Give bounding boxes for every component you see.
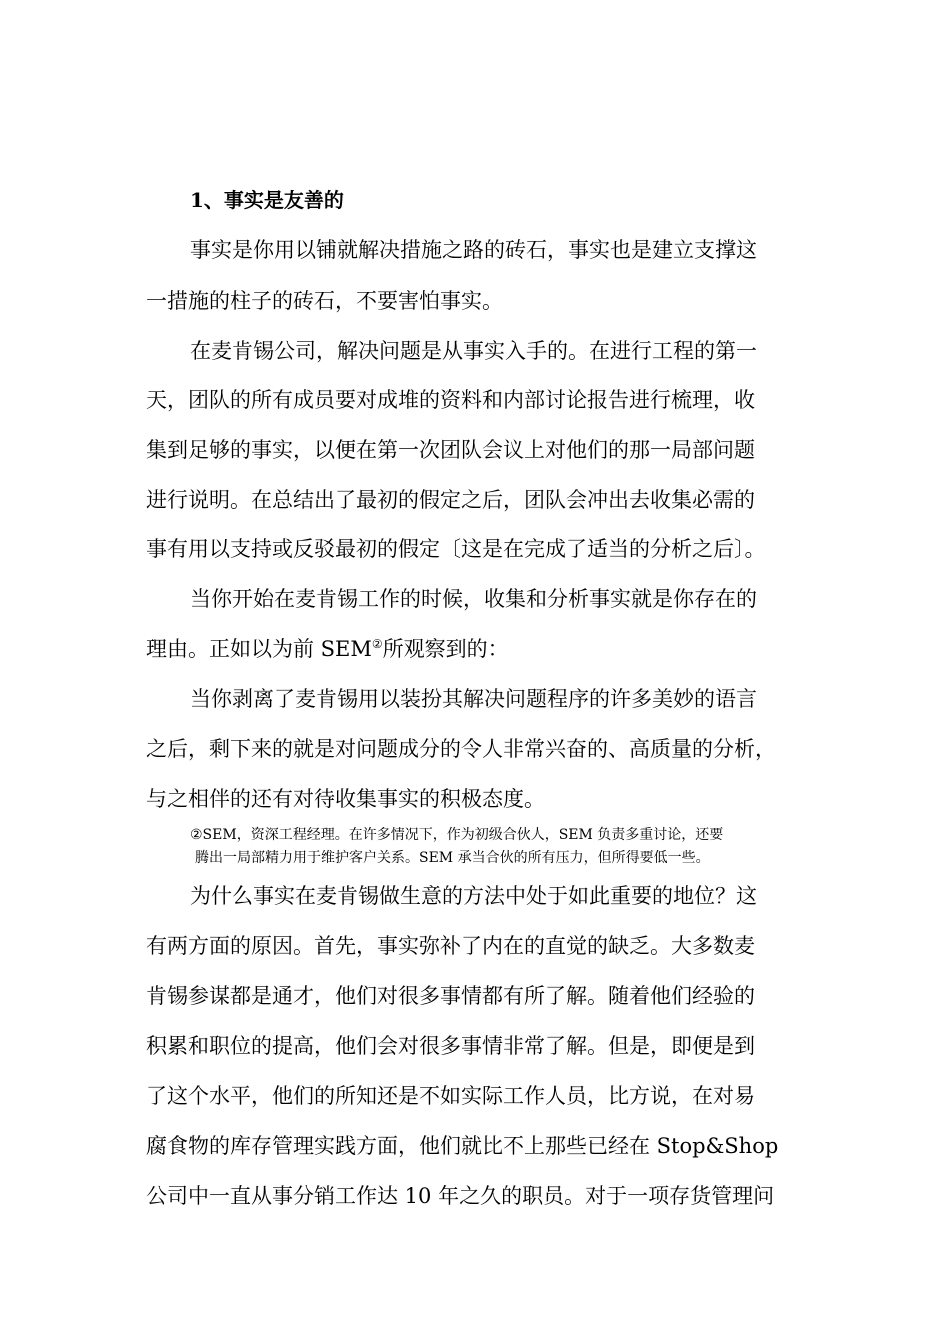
- quote-line-3: 与之相伴的还有对待收集事实的积极态度。: [146, 787, 545, 811]
- paragraph-4-line-2: 有两方面的原因。首先，事实弥补了内在的直觉的缺乏。大多数麦: [146, 934, 755, 958]
- paragraph-3-line-2: [146, 633, 509, 665]
- paragraph-3-line-2-text-end: 所观察到的：: [382, 637, 509, 661]
- paragraph-3-line-2-text: 理由。正如以为前 SEM: [146, 637, 372, 661]
- paragraph-4-line-6: 腐食物的库存管理实践方面，他们就比不上那些已经在 Stop&Shop: [146, 1134, 779, 1158]
- paragraph-4-line-4: 积累和职位的提高，他们会对很多事情非常了解。但是，即便是到: [146, 1034, 755, 1058]
- footnote-line-1: ②SEM，资深工程经理。在许多情况下，作为初级合伙人，SEM 负责多重讨论，还要: [190, 827, 724, 843]
- footnote-marker: ②: [371, 637, 383, 651]
- paragraph-2-line-2: 天，团队的所有成员要对成堆的资料和内部讨论报告进行梳理，收: [146, 388, 755, 412]
- paragraph-2-line-1: 在麦肯锡公司，解决问题是从事实入手的。在进行工程的第一: [190, 339, 757, 363]
- paragraph-2-line-5: 事有用以支持或反驳最初的假定〔这是在完成了适当的分析之后〕。: [146, 537, 766, 561]
- quote-line-2: 之后，剩下来的就是对问题成分的令人非常兴奋的、高质量的分析，: [146, 737, 776, 761]
- paragraph-4-line-5: 了这个水平，他们的所知还是不如实际工作人员，比方说，在对易: [146, 1084, 755, 1108]
- paragraph-4-line-3: 肯锡参谋都是通才，他们对很多事情都有所了解。随着他们经验的: [146, 984, 755, 1008]
- paragraph-2-line-4: 进行说明。在总结出了最初的假定之后，团队会冲出去收集必需的: [146, 488, 755, 512]
- paragraph-2-line-3: 集到足够的事实，以便在第一次团队会议上对他们的那一局部问题: [146, 438, 755, 462]
- paragraph-3-line-1: 当你开始在麦肯锡工作的时候，收集和分析事实就是你存在的: [190, 587, 757, 611]
- section-heading: 1、事实是友善的: [190, 188, 344, 212]
- paragraph-1-line-1: 事实是你用以铺就解决措施之路的砖石，事实也是建立支撑这: [190, 238, 757, 262]
- quote-line-1: 当你剥离了麦肯锡用以装扮其解决问题程序的许多美妙的语言: [190, 687, 757, 711]
- paragraph-1-line-2: 一措施的柱子的砖石，不要害怕事实。: [146, 289, 503, 313]
- footnote-line-2: 腾出一局部精力用于维护客户关系。SEM 承当合伙的所有压力，但所得要低一些。: [195, 850, 710, 866]
- paragraph-4-line-1: 为什么事实在麦肯锡做生意的方法中处于如此重要的地位？这: [190, 884, 757, 908]
- paragraph-4-line-7: 公司中一直从事分销工作达 10 年之久的职员。对于一项存货管理问: [146, 1184, 775, 1208]
